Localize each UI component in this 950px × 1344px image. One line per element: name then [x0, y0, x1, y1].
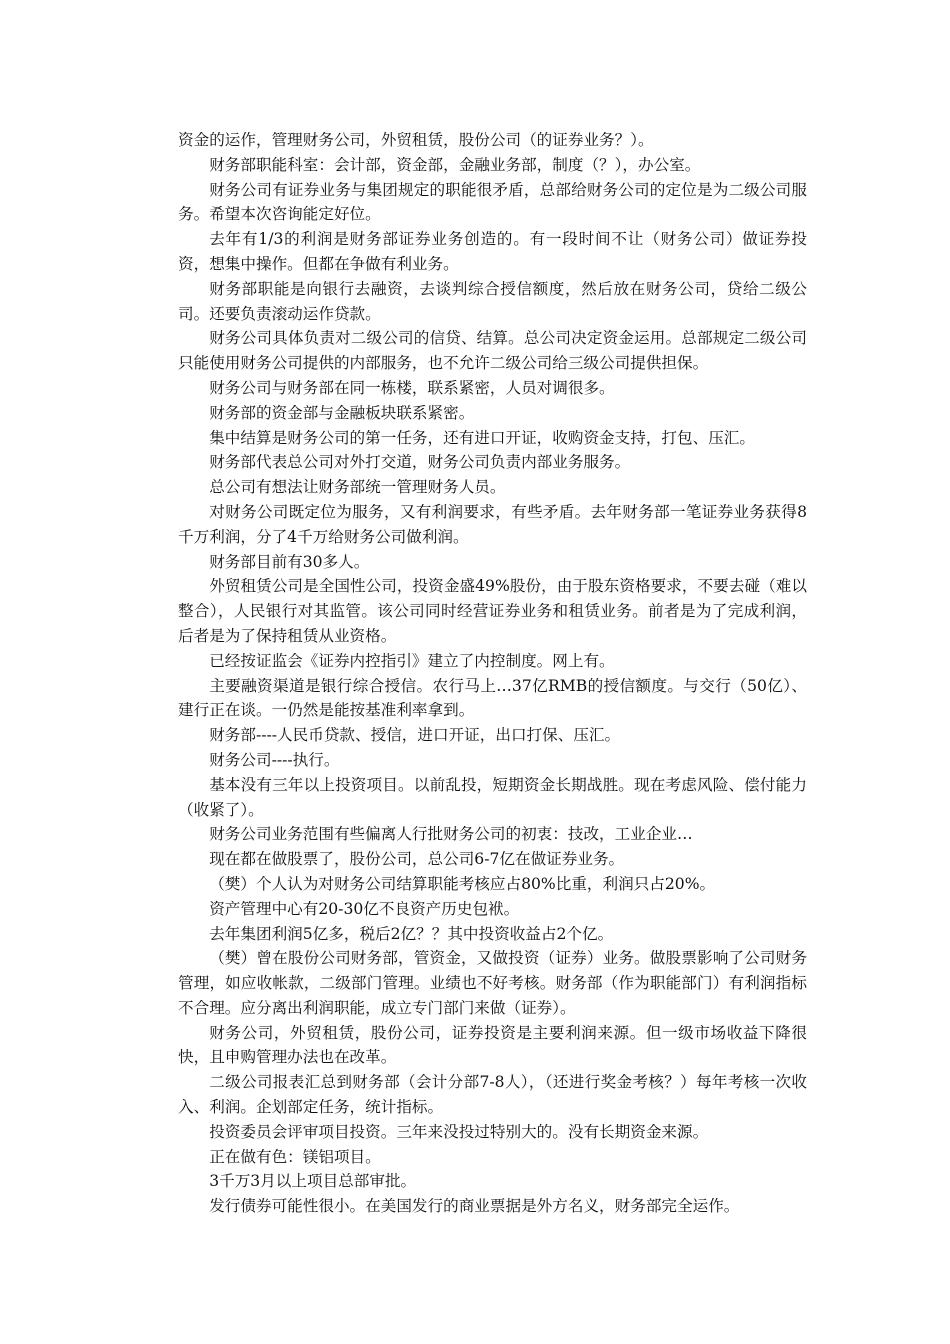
paragraph: 对财务公司既定位为服务，又有利润要求，有些矛盾。去年财务部一笔证券业务获得8千万利润，分了4千万给财务公司做利润。 — [178, 502, 807, 546]
paragraph: 财务公司有证券业务与集团规定的职能很矛盾，总部给财务公司的定位是为二级公司服务。希望本次咨询能定好位。 — [178, 180, 807, 224]
paragraph: 财务公司具体负责对二级公司的信贷、结算。总公司决定资金运用。总部规定二级公司只能使用财务公司提供的内部服务，也不允许二级公司给三级公司提供担保。 — [178, 329, 807, 373]
paragraph: 投资委员会评审项目投资。三年来没投过特别大的。没有长期资金来源。 — [209, 1122, 709, 1141]
paragraph: 财务公司----执行。 — [209, 750, 340, 769]
paragraph: 基本没有三年以上投资项目。以前乱投，短期资金长期战胜。现在考虑风险、偿付能力（收紧了）。 — [178, 775, 807, 819]
paragraph: 现在都在做股票了，股份公司，总公司6-7亿在做证券业务。 — [209, 850, 625, 869]
paragraph: 财务部职能是向银行去融资，去谈判综合授信额度，然后放在财务公司，贷给二级公司。还要负责滚动运作贷款。 — [178, 279, 807, 323]
paragraph: 财务部----人民币贷款、授信，进口开证，出口打保、压汇。 — [209, 726, 621, 745]
paragraph: 财务公司与财务部在同一栋楼，联系紧密，人员对调很多。 — [209, 378, 615, 397]
paragraph: 已经按证监会《证券内控指引》建立了内控制度。网上有。 — [209, 651, 615, 670]
paragraph: 正在做有色：镁铝项目。 — [209, 1147, 381, 1166]
paragraph: 二级公司报表汇总到财务部（会计分部7-8人），（还进行奖金考核？）每年考核一次收入、利润。企划部定任务，统计指标。 — [178, 1073, 807, 1117]
paragraph: 发行债券可能性很小。在美国发行的商业票据是外方名义，财务部完全运作。 — [209, 1197, 740, 1216]
paragraph: （樊）个人认为对财务公司结算职能考核应占80%比重，利润只占20%。 — [209, 874, 716, 893]
paragraph: 资产管理中心有20-30亿不良资产历史包袱。 — [209, 899, 520, 918]
paragraph: 财务部目前有30多人。 — [209, 552, 370, 571]
paragraph: 外贸租赁公司是全国性公司，投资金盛49%股份，由于股东资格要求，不要去碰（难以整合），人民银行对其监管。该公司同时经营证券业务和租赁业务。前者是为了完成利润，后者是为了保持租赁从业资格。 — [178, 577, 807, 645]
paragraph: 去年集团利润5亿多，税后2亿？？其中投资收益占2个亿。 — [209, 924, 614, 943]
paragraph: （樊）曾在股份公司财务部，管资金，又做投资（证券）业务。做股票影响了公司财务管理，如应收帐款，二级部门管理。业绩也不好考核。财务部（作为职能部门）有利润指标不合理。应分离出利润职能，成立专门部门来做（证券）。 — [178, 949, 807, 1017]
paragraph: 财务公司业务范围有些偏离人行批财务公司的初衷：技改，工业企业… — [209, 825, 693, 844]
paragraph: 总公司有想法让财务部统一管理财务人员。 — [209, 478, 506, 497]
lead-paragraph: 资金的运作，管理财务公司，外贸租赁，股份公司（的证券业务？）。 — [178, 131, 654, 149]
document-body — [178, 128, 807, 1219]
paragraph: 财务部的资金部与金融板块联系紧密。 — [209, 403, 475, 422]
paragraph: 主要融资渠道是银行综合授信。农行马上…37亿RMB的授信额度。与交行（50亿）、建行正在谈。一仍然是能按基准利率拿到。 — [178, 676, 807, 720]
paragraph: 3千万3月以上项目总部审批。 — [209, 1172, 417, 1191]
paragraph: 财务部代表总公司对外打交道，财务公司负责内部业务服务。 — [209, 453, 631, 472]
paragraph: 财务部职能科室：会计部，资金部，金融业务部，制度（？），办公室。 — [209, 155, 701, 174]
paragraph: 去年有1/3的利润是财务部证券业务创造的。有一段时间不让（财务公司）做证券投资，想集中操作。但都在争做有利业务。 — [178, 230, 807, 273]
paragraph: 财务公司，外贸租赁，股份公司，证券投资是主要利润来源。但一级市场收益下降很快，且申购管理办法也在改革。 — [178, 1023, 807, 1067]
paragraph: 集中结算是财务公司的第一任务，还有进口开证，收购资金支持，打包、压汇。 — [209, 428, 755, 447]
